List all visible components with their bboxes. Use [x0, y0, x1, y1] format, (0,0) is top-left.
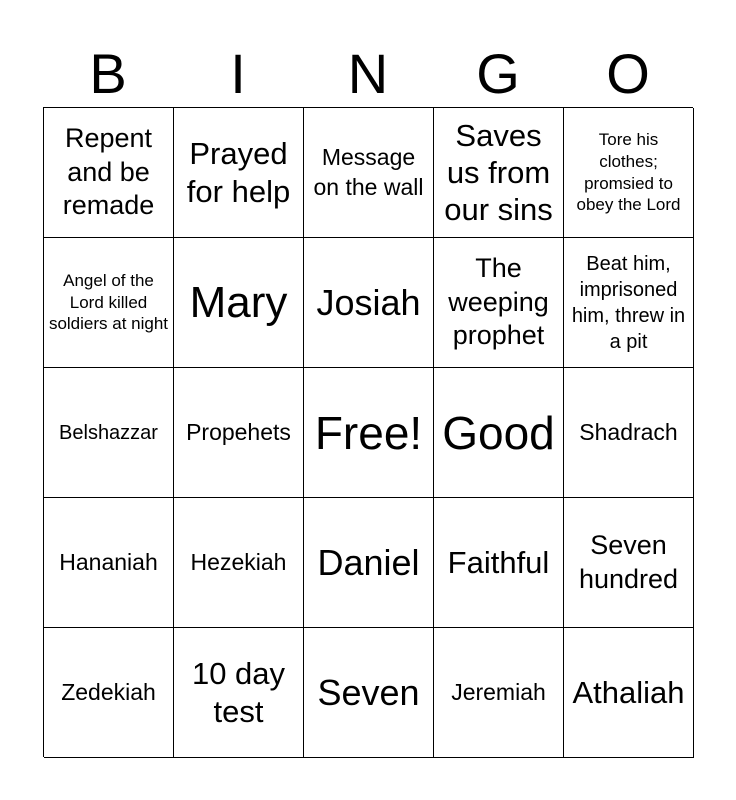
bingo-cell[interactable]: [304, 108, 434, 238]
header-letter-n: N: [347, 42, 389, 105]
cell-text: Mary: [189, 277, 288, 327]
bingo-cell[interactable]: [434, 368, 564, 498]
bingo-cell[interactable]: [434, 238, 564, 368]
cell-text: Seven: [317, 671, 420, 713]
cell-text: Beat him, imprisoned him, threw in a pit: [571, 252, 686, 353]
cell-text: Seven hundred: [578, 529, 679, 594]
bingo-header: [43, 40, 693, 108]
bingo-cell[interactable]: [304, 238, 434, 368]
cell-text: Prayed for help: [186, 136, 291, 209]
cell-text: Tore his clothes; promsied to obey the Lord: [576, 130, 681, 215]
cell-text: Daniel: [317, 541, 420, 583]
cell-text: Shadrach: [579, 418, 678, 445]
bingo-cell[interactable]: [564, 368, 694, 498]
cell-text: Belshazzar: [59, 421, 158, 444]
header-letter-g: G: [476, 42, 520, 105]
header-letter-b: B: [89, 42, 127, 105]
bingo-cell[interactable]: [434, 628, 564, 758]
cell-text: 10 day test: [191, 656, 286, 729]
cell-text: Zedekiah: [61, 678, 156, 705]
bingo-cell[interactable]: [564, 498, 694, 628]
cell-text: Propehets: [186, 418, 291, 445]
bingo-cell[interactable]: [434, 108, 564, 238]
header-letter-i: I: [230, 42, 246, 105]
bingo-cell[interactable]: [564, 628, 694, 758]
bingo-cell[interactable]: [174, 628, 304, 758]
bingo-cell[interactable]: [564, 108, 694, 238]
bingo-cell[interactable]: [304, 628, 434, 758]
cell-text: Faithful: [447, 544, 550, 580]
cell-text: Jeremiah: [451, 678, 546, 705]
bingo-cell[interactable]: [44, 498, 174, 628]
bingo-cell[interactable]: [44, 108, 174, 238]
cell-text: Message on the wall: [313, 143, 424, 200]
cell-text: Good: [442, 406, 555, 459]
cell-text: Saves us from our sins: [444, 117, 553, 228]
bingo-board: [43, 107, 693, 757]
bingo-cell[interactable]: [174, 238, 304, 368]
cell-text: The weeping prophet: [448, 252, 549, 351]
cell-text: Athaliah: [572, 674, 685, 710]
cell-text: Repent and be remade: [62, 122, 155, 221]
bingo-cell[interactable]: [174, 498, 304, 628]
free-space-text: Free!: [314, 406, 423, 459]
bingo-cell[interactable]: [564, 238, 694, 368]
bingo-cell[interactable]: [304, 498, 434, 628]
header-letter-o: O: [606, 42, 650, 105]
bingo-cell[interactable]: [174, 108, 304, 238]
cell-text: Angel of the Lord killed soldiers at night: [48, 270, 169, 334]
free-space-cell[interactable]: [304, 368, 434, 498]
cell-text: Josiah: [316, 281, 421, 323]
cell-text: Hananiah: [59, 548, 158, 575]
bingo-cell[interactable]: [434, 498, 564, 628]
bingo-cell[interactable]: [174, 368, 304, 498]
cell-text: Hezekiah: [190, 548, 287, 575]
bingo-cell[interactable]: [44, 238, 174, 368]
bingo-cell[interactable]: [44, 628, 174, 758]
bingo-cell[interactable]: [44, 368, 174, 498]
